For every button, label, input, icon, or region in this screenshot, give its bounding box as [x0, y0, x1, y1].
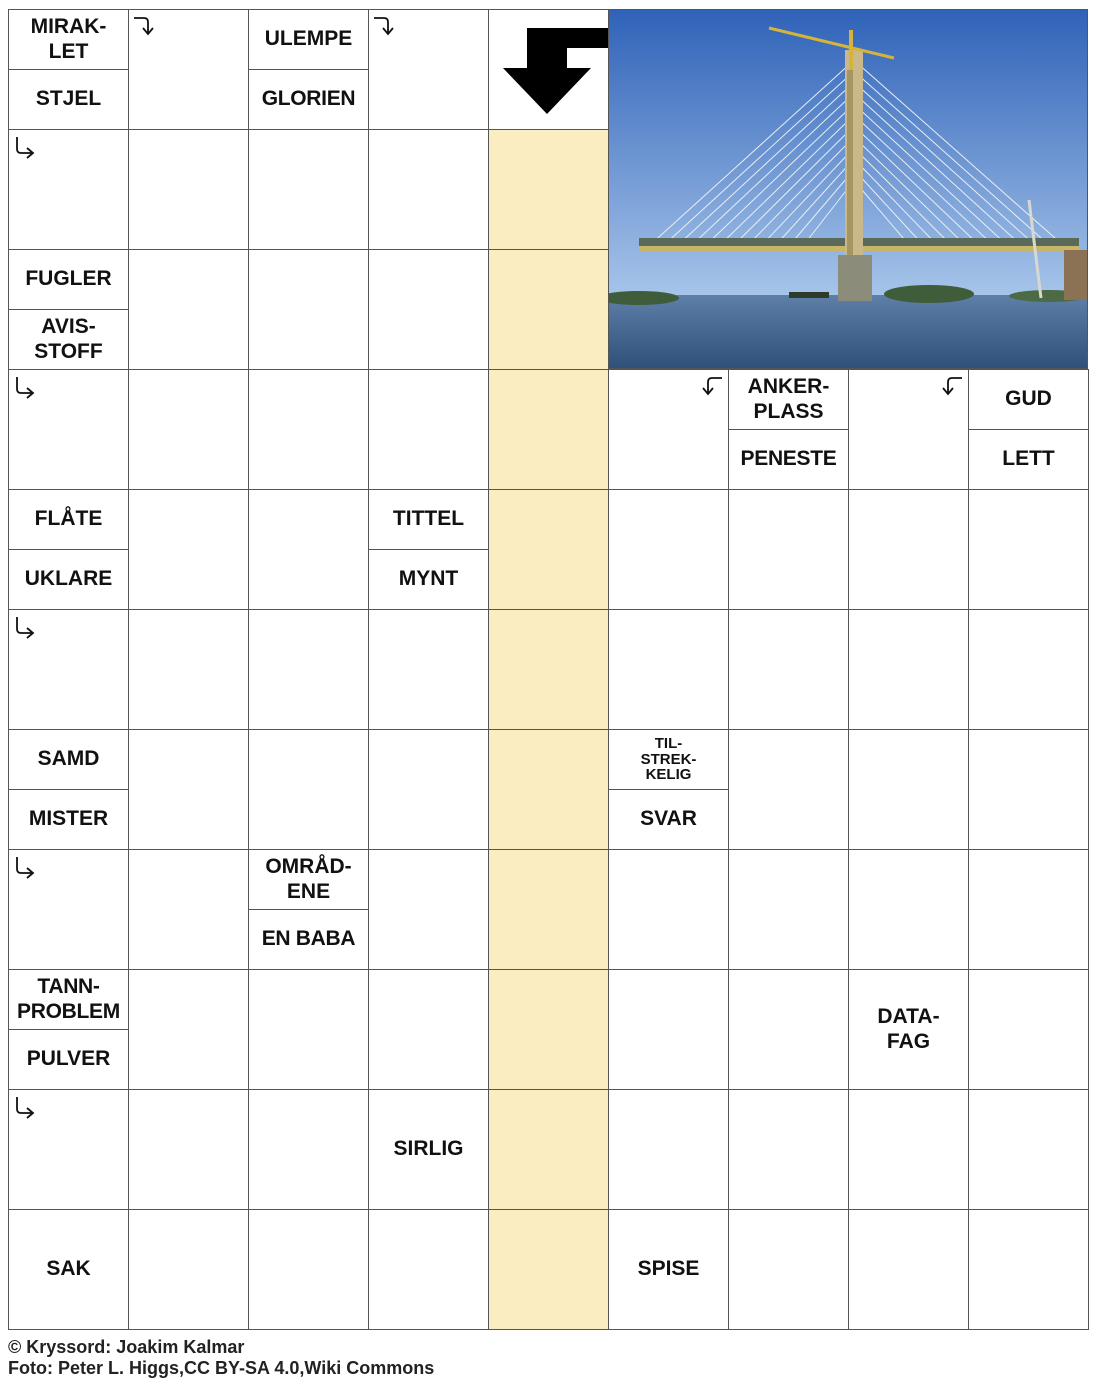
answer-cell[interactable] [128, 969, 249, 1090]
solution-cell[interactable] [488, 1089, 609, 1210]
solution-cell[interactable] [488, 369, 609, 490]
answer-cell[interactable] [128, 729, 249, 850]
answer-cell[interactable] [128, 1089, 249, 1210]
answer-cell[interactable] [128, 369, 249, 490]
answer-cell[interactable] [728, 1089, 849, 1210]
answer-cell[interactable] [968, 729, 1089, 850]
answer-cell[interactable] [248, 249, 369, 370]
arrow-down-right-icon [12, 1095, 38, 1121]
clue-pulver: PULVER [8, 1029, 129, 1090]
clue-lett: LETT [968, 429, 1089, 490]
clue-ulempe: ULEMPE [248, 9, 369, 70]
answer-cell[interactable] [848, 609, 969, 730]
answer-cell[interactable] [368, 369, 489, 490]
clue-en-baba: EN BABA [248, 909, 369, 970]
answer-cell[interactable] [128, 849, 249, 970]
answer-cell[interactable] [368, 249, 489, 370]
arrow-down-right-icon [12, 135, 38, 161]
answer-cell[interactable] [728, 489, 849, 610]
answer-cell[interactable] [968, 1209, 1089, 1330]
clue-ankerplass: ANKER- PLASS [728, 369, 849, 430]
answer-cell[interactable] [128, 609, 249, 730]
clue-tittel: TITTEL [368, 489, 489, 550]
answer-cell[interactable] [128, 249, 249, 370]
answer-cell[interactable] [968, 489, 1089, 610]
solution-cell[interactable] [488, 609, 609, 730]
answer-cell[interactable] [848, 849, 969, 970]
solution-cell[interactable] [488, 729, 609, 850]
answer-cell[interactable] [968, 849, 1089, 970]
clue-datafag: DATA- FAG [848, 969, 969, 1090]
answer-cell[interactable] [248, 489, 369, 610]
answer-cell[interactable] [848, 729, 969, 850]
answer-cell[interactable] [848, 1089, 969, 1210]
solution-cell[interactable] [488, 489, 609, 610]
solution-cell[interactable] [488, 969, 609, 1090]
arrow-left-down-icon [698, 373, 724, 399]
arrow-right-down-icon [372, 13, 398, 39]
answer-cell[interactable] [968, 969, 1089, 1090]
arrow-down-right-icon [12, 855, 38, 881]
answer-cell[interactable] [968, 1089, 1089, 1210]
clue-peneste: PENESTE [728, 429, 849, 490]
clue-tannproblem: TANN- PROBLEM [8, 969, 129, 1030]
clue-mirakel: MIRAK- LET [8, 9, 129, 70]
answer-cell[interactable] [248, 969, 369, 1090]
clue-omradene: OMRÅD- ENE [248, 849, 369, 910]
clue-spise: SPISE [608, 1209, 729, 1330]
answer-cell[interactable] [608, 1089, 729, 1210]
answer-cell[interactable] [248, 1209, 369, 1330]
answer-cell[interactable] [728, 849, 849, 970]
clue-stjel: STJEL [8, 69, 129, 130]
answer-cell[interactable] [248, 369, 369, 490]
clue-samd: SAMD [8, 729, 129, 790]
bridge-photo [608, 9, 1088, 369]
answer-cell[interactable] [128, 489, 249, 610]
answer-cell[interactable] [728, 1209, 849, 1330]
clue-fugler: FUGLER [8, 249, 129, 310]
arrow-down-right-icon [12, 615, 38, 641]
answer-cell[interactable] [248, 609, 369, 730]
credit-crossword: © Kryssord: Joakim Kalmar [8, 1337, 245, 1357]
answer-cell[interactable] [728, 729, 849, 850]
answer-cell[interactable] [248, 1089, 369, 1210]
clue-sirlig: SIRLIG [368, 1089, 489, 1210]
answer-cell[interactable] [368, 609, 489, 730]
solution-cell[interactable] [488, 129, 609, 250]
answer-cell[interactable] [848, 489, 969, 610]
answer-cell[interactable] [608, 849, 729, 970]
answer-cell[interactable] [728, 609, 849, 730]
credit-photo: Foto: Peter L. Higgs,CC BY-SA 4.0,Wiki Commons [8, 1358, 435, 1378]
arrow-left-down-icon [938, 373, 964, 399]
answer-cell[interactable] [248, 129, 369, 250]
clue-mister: MISTER [8, 789, 129, 850]
answer-cell[interactable] [368, 849, 489, 970]
clue-uklare: UKLARE [8, 549, 129, 610]
credits [8, 1337, 434, 1379]
arrow-down-right-icon [12, 375, 38, 401]
clue-tilstrekkelig: TIL- STREK- KELIG [608, 729, 729, 790]
answer-cell[interactable] [368, 969, 489, 1090]
answer-cell[interactable] [368, 1209, 489, 1330]
answer-cell[interactable] [608, 609, 729, 730]
clue-avisstoff: AVIS- STOFF [8, 309, 129, 370]
solution-cell[interactable] [488, 849, 609, 970]
answer-cell[interactable] [128, 1209, 249, 1330]
answer-cell[interactable] [368, 129, 489, 250]
clue-flate: FLÅTE [8, 489, 129, 550]
answer-cell[interactable] [728, 969, 849, 1090]
clue-glorien: GLORIEN [248, 69, 369, 130]
clue-gud: GUD [968, 369, 1089, 430]
answer-cell[interactable] [608, 969, 729, 1090]
big-down-arrow-icon [488, 9, 609, 130]
crossword-grid [8, 9, 1088, 1329]
answer-cell[interactable] [128, 129, 249, 250]
answer-cell[interactable] [968, 609, 1089, 730]
solution-cell[interactable] [488, 1209, 609, 1330]
solution-cell[interactable] [488, 249, 609, 370]
answer-cell[interactable] [608, 489, 729, 610]
clue-mynt: MYNT [368, 549, 489, 610]
clue-svar: SVAR [608, 789, 729, 850]
arrow-right-down-icon [132, 13, 158, 39]
answer-cell[interactable] [368, 729, 489, 850]
clue-sak: SAK [8, 1209, 129, 1330]
answer-cell[interactable] [848, 1209, 969, 1330]
answer-cell[interactable] [248, 729, 369, 850]
